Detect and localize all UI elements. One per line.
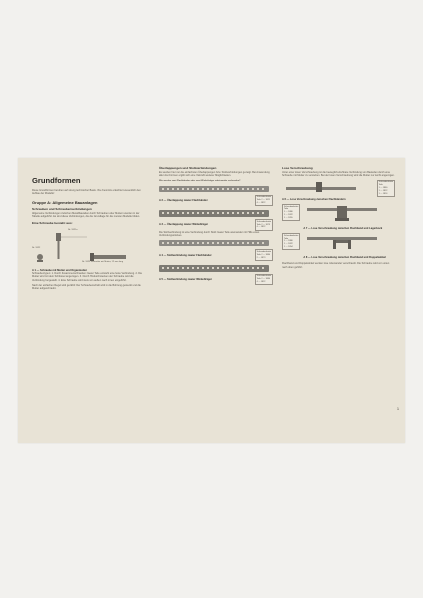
a8-drawing — [303, 233, 381, 251]
a8-row — [282, 233, 395, 259]
parts-a6-line: Teile — [378, 184, 383, 187]
caption-a8: A 8 — Lose Verschraubung zwischen Flachband und Doppelwinkel — [303, 256, 386, 260]
a6-drawing — [282, 181, 360, 193]
a5-strip — [159, 265, 269, 272]
group-a-heading: Gruppe A: Allgemeine Bauanlagen — [32, 199, 98, 205]
parts-a5 — [255, 274, 273, 285]
parts-a6-line: 1 — 1880 — [378, 186, 388, 189]
a2-strip — [159, 186, 269, 192]
loose-intro: Unter einer losen Verschraubung ist die beweglich-drehbare Verbindung von Bauteilen durch eine Schraube mit Mutter zu verstehen. Bei der losen Verschraubung wird die Mutter nur leicht angezogen. — [282, 171, 395, 178]
parts-a6 — [377, 180, 395, 197]
parts-a3-line: 4 — 1822 — [256, 226, 266, 229]
parts-a6-line: 1 — 1822 — [378, 189, 388, 192]
a8-block — [303, 233, 395, 259]
page-number: 1 — [397, 407, 399, 411]
column-middle — [159, 164, 273, 285]
parts-a4-line: Teile 2 — 1880 — [256, 253, 270, 256]
column-left — [32, 176, 144, 293]
screw-parts-heading: Eine Schraube besteht aus: — [32, 220, 73, 225]
label-1822: Nr. 1822 — [32, 246, 41, 249]
caption-a5: A 5 — Stoßverbindung zweier Winkelträger — [159, 277, 212, 281]
a4-row — [159, 249, 273, 260]
screws-extra-text: Nach der einfachen Regel wird gezählt: Der Schraubenschaft wird in die Bohrung gesteckt und die Mutter aufgeschraubt. — [32, 284, 141, 291]
parts-a2-line: 4 — 1822 — [256, 201, 266, 204]
parts-a4 — [255, 249, 273, 260]
a3-strip — [159, 210, 269, 217]
label-1823: Nr. 1823 Schraube mit Mutter, 12 mm lang — [82, 260, 124, 263]
caption-a6: A 6 — Lose Verschraubung zwischen Flachbändern — [282, 197, 346, 201]
overlap-heading: Überlappungen und Stoßverbindungen — [159, 166, 217, 170]
a5-row — [159, 274, 273, 285]
caption-a4: A 4 — Stoßverbindung zweier Flachbänder — [159, 253, 212, 257]
parts-a6-line: Schraubenleiste — [378, 181, 393, 184]
parts-a2-line: Schraubenleiste — [256, 196, 271, 199]
parts-a8-line: 1 — 1880 — [284, 240, 293, 243]
a2-row — [159, 195, 273, 206]
caption-a7: A 7 — Lose Verschraubung zwischen Flachband und Lagerbock — [303, 227, 383, 231]
a7-row — [282, 204, 395, 230]
parts-a7-line: 1 — 1855 — [284, 216, 293, 219]
parts-a5-line: 4 — 1822 — [256, 280, 266, 283]
a6-block — [282, 180, 374, 201]
caption-a3: A 3 — Überlappung zweier Winkelträger — [159, 223, 209, 227]
parts-a7-line: 1 — 1822 — [284, 213, 293, 216]
page-title: Grundformen — [32, 176, 81, 185]
document-page — [18, 158, 405, 443]
parts-a2 — [255, 195, 273, 206]
parts-a3 — [255, 219, 273, 230]
a6-row — [282, 180, 395, 201]
screws-heading: Schrauben und Schraubenverbindungen — [32, 206, 92, 211]
intro-text: Diese Grundformen beruhen auf streng technischer Basis. Ihre Kenntnis erleichtert wesentlich den Aufbau der Modelle! — [32, 189, 141, 196]
screws-detail-text: Schraubentypen: 1. Durch Zusammenschrauben zweier Teile entsteht eine feste Verbindung. 2. Die Mutter wird mit dem Schlüssel angezogen. 3. Durch Hindurchstecken der Schraube wird die Verbindung hergestellt. 4. Eine Schraube wird stets von außen nach innen eingeführt. — [32, 271, 143, 282]
parts-a8-line: Teile — [284, 237, 289, 240]
parts-a3-line: Teile 2 — 1873 — [256, 223, 270, 226]
a7-drawing — [303, 204, 381, 222]
parts-a6-line: 1 — 1824 — [378, 192, 388, 195]
loose-end-text: Flachband und Doppelwinkel werden lose miteinander verschraubt. Die Schraube wird von unten nach oben geführt. — [282, 262, 390, 269]
column-right — [282, 164, 395, 271]
parts-a8-line: 1 — 1854 — [284, 245, 293, 248]
parts-a5-line: Teile 2 — 1880 — [256, 278, 270, 281]
a7-block — [303, 204, 395, 230]
parts-a8-line: Schraubenleiste — [284, 234, 299, 237]
parts-a5-line: Schraubenleiste — [256, 275, 271, 278]
parts-a7-line: Teile — [284, 208, 289, 211]
caption-a2: A 2 — Überlappung zweier Flachbänder — [159, 198, 208, 202]
label-1821a: Nr. 1821a — [68, 228, 78, 231]
parts-a7-line: 1 — 1880 — [284, 211, 293, 214]
parts-a7 — [282, 204, 300, 221]
parts-a3-line: Schraubenleiste — [256, 220, 271, 223]
butt-joint-text: Die Stoßverbindung ist eine Verbindung durch Stoß zweier Teile aneinander mit Hilfe eines Verbindungsstückes. — [159, 230, 260, 237]
parts-a8-line: 1 — 1822 — [284, 243, 293, 246]
parts-a2-line: Teile 2 — 1821 — [256, 199, 270, 202]
loose-heading: Lose Verschraubung — [282, 166, 313, 170]
overlap-intro: Es werden hier nur die einfachsten Überlappungen bzw. Stoßverbindungen gezeigt. Bei Anwendung aller drei Formen ergibt sich eine Vielzahl weiterer Möglichkeiten. — [159, 171, 270, 178]
a3-row — [159, 219, 273, 230]
parts-a4-line: Schraubenleiste — [256, 250, 271, 253]
screws-text: Allgemeine Verbindungen zwischen Metallbauteilen durch Schrauben oder Muttern werden in der Tabelle aufgeführt. Es sind diese Verbindungen, die die Grundlage für die meisten Modelle bilden. — [32, 211, 140, 219]
a4-strip — [159, 240, 269, 246]
parts-a4-line: 2 — 1873 — [256, 256, 266, 259]
overlap-question: Wie werden zwei Flachbänder oder zwei Winkelträger miteinander verbunden? — [159, 179, 241, 182]
parts-a7-line: Schraubenleiste — [284, 205, 299, 208]
parts-a8 — [282, 233, 300, 250]
caption-a1: A 1 — Schraube mit Mutter und Organmutter — [32, 268, 87, 272]
screw-illustration — [32, 227, 144, 267]
